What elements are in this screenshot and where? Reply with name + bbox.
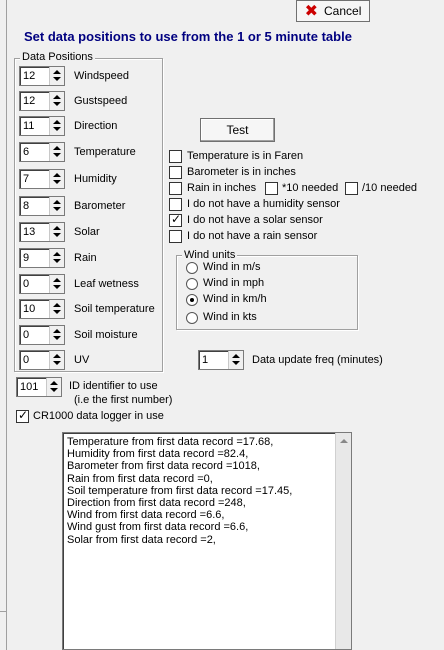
barometer-inches-checkbox[interactable] — [169, 166, 182, 179]
spin-value[interactable]: 7 — [23, 173, 30, 185]
spin-down-icon[interactable] — [53, 336, 61, 340]
memo-line: Soil temperature from first data record =17.45, — [67, 484, 293, 497]
spin-up-icon[interactable] — [53, 70, 61, 74]
div10-label[interactable]: /10 needed — [362, 182, 418, 194]
wind-kmh-label[interactable]: Wind in km/h — [203, 293, 267, 305]
rain-inches-checkbox[interactable] — [169, 182, 182, 195]
spin-arrows[interactable] — [49, 275, 64, 293]
label-gustspeed: Gustspeed — [74, 95, 128, 107]
spin-arrows[interactable] — [49, 351, 64, 369]
no-solar-label[interactable]: I do not have a solar sensor — [187, 214, 323, 226]
memo-line: Direction from first data record =248, — [67, 497, 246, 510]
barometer-inches-label[interactable]: Barometer is in inches — [187, 166, 296, 178]
spin-soil-moisture[interactable] — [19, 325, 65, 345]
cr1000-checkbox[interactable] — [16, 410, 29, 423]
spin-id-identifier[interactable] — [16, 377, 62, 397]
spin-solar[interactable] — [19, 222, 65, 242]
label-solar: Solar — [74, 226, 100, 238]
cancel-label: Cancel — [324, 4, 362, 18]
spin-value[interactable]: 10 — [23, 303, 36, 315]
wind-kts-radio[interactable] — [186, 312, 198, 324]
spin-arrows[interactable] — [49, 197, 64, 215]
label-id-identifier-hint: (i.e the first number) — [74, 394, 173, 406]
spin-down-icon[interactable] — [53, 207, 61, 211]
spin-arrows[interactable] — [49, 67, 64, 85]
spin-windspeed[interactable] — [19, 66, 65, 86]
temperature-faren-checkbox[interactable] — [169, 150, 182, 163]
spin-direction[interactable] — [19, 116, 65, 136]
spin-down-icon[interactable] — [53, 285, 61, 289]
wind-ms-radio[interactable] — [186, 262, 198, 274]
spin-arrows[interactable] — [49, 170, 64, 188]
memo-scrollbar[interactable] — [335, 433, 351, 649]
spin-value[interactable]: 12 — [23, 70, 36, 82]
label-windspeed: Windspeed — [74, 70, 130, 82]
update-freq-label: Data update freq (minutes) — [252, 354, 383, 366]
spin-up-icon[interactable] — [53, 95, 61, 99]
wind-mph-radio[interactable] — [186, 278, 198, 290]
label-humidity: Humidity — [74, 173, 117, 185]
record-memo[interactable] — [62, 432, 352, 650]
wind-mph-label[interactable]: Wind in mph — [203, 277, 265, 289]
spin-gustspeed[interactable] — [19, 91, 65, 111]
spin-update-freq[interactable] — [198, 350, 244, 370]
cancel-x-icon: ✖ — [304, 1, 319, 20]
memo-text — [67, 436, 292, 546]
cr1000-label[interactable]: CR1000 data logger in use — [33, 410, 164, 422]
spin-soil-temperature[interactable] — [19, 299, 65, 319]
spin-value[interactable]: 1 — [202, 354, 209, 366]
memo-line: Temperature from first data record =17.68, — [67, 436, 274, 448]
label-direction: Direction — [74, 120, 118, 132]
spin-up-icon[interactable] — [53, 173, 61, 177]
spin-arrows[interactable] — [49, 143, 64, 161]
times10-label[interactable]: *10 needed — [282, 182, 339, 194]
label-leaf-wetness: Leaf wetness — [74, 278, 139, 290]
spin-down-icon[interactable] — [50, 388, 58, 392]
no-humidity-checkbox[interactable] — [169, 198, 182, 211]
page-title: Set data positions to use from the 1 or 5 minute table — [24, 29, 352, 44]
spin-arrows[interactable] — [46, 378, 61, 396]
spin-value[interactable]: 0 — [23, 329, 30, 341]
spin-uv[interactable] — [19, 350, 65, 370]
spin-humidity[interactable] — [19, 169, 65, 189]
spin-down-icon[interactable] — [53, 233, 61, 237]
no-rain-checkbox[interactable] — [169, 230, 182, 243]
spin-arrows[interactable] — [49, 117, 64, 135]
label-id-identifier: ID identifier to use — [69, 380, 158, 392]
spin-down-icon[interactable] — [53, 361, 61, 365]
label-soil-temperature: Soil temperature — [74, 303, 155, 315]
spin-up-icon[interactable] — [53, 146, 61, 150]
wind-ms-label[interactable]: Wind in m/s — [203, 261, 261, 273]
spin-value[interactable]: 12 — [23, 95, 36, 107]
spin-leaf-wetness[interactable] — [19, 274, 65, 294]
memo-line: Wind from first data record =6.6, — [67, 509, 225, 522]
spin-up-icon[interactable] — [53, 329, 61, 333]
window-left-edge — [0, 0, 7, 650]
times10-checkbox[interactable] — [265, 182, 278, 195]
label-soil-moisture: Soil moisture — [74, 329, 138, 341]
spin-up-icon[interactable] — [232, 354, 240, 358]
spin-value[interactable]: 8 — [23, 200, 30, 212]
scroll-up-icon[interactable] — [340, 439, 348, 443]
wind-kmh-radio[interactable] — [186, 294, 198, 306]
spin-up-icon[interactable] — [50, 381, 58, 385]
spin-arrows[interactable] — [228, 351, 243, 369]
test-button[interactable]: Test — [200, 118, 275, 142]
no-solar-checkbox[interactable] — [169, 214, 182, 227]
wind-kts-label[interactable]: Wind in kts — [203, 311, 257, 323]
spin-down-icon[interactable] — [53, 180, 61, 184]
spin-up-icon[interactable] — [53, 354, 61, 358]
spin-value[interactable]: 11 — [23, 120, 35, 132]
data-positions-legend: Data Positions — [22, 51, 93, 63]
spin-down-icon[interactable] — [232, 361, 240, 365]
spin-up-icon[interactable] — [53, 278, 61, 282]
spin-up-icon[interactable] — [53, 226, 61, 230]
spin-value[interactable]: 6 — [23, 146, 30, 158]
no-humidity-label[interactable]: I do not have a humidity sensor — [187, 198, 340, 210]
spin-down-icon[interactable] — [53, 102, 61, 106]
spin-arrows[interactable] — [49, 326, 64, 344]
spin-down-icon[interactable] — [53, 310, 61, 314]
spin-down-icon[interactable] — [53, 77, 61, 81]
memo-line: Rain from first data record =0, — [67, 472, 213, 485]
spin-value[interactable]: 9 — [23, 252, 30, 264]
spin-barometer[interactable] — [19, 196, 65, 216]
spin-down-icon[interactable] — [53, 259, 61, 263]
spin-value[interactable]: 0 — [23, 278, 30, 290]
no-rain-label[interactable]: I do not have a rain sensor — [187, 230, 318, 242]
wind-units-legend: Wind units — [184, 249, 236, 261]
rain-inches-label[interactable]: Rain in inches — [187, 182, 257, 194]
spin-arrows[interactable] — [49, 300, 64, 318]
spin-up-icon[interactable] — [53, 200, 61, 204]
label-barometer: Barometer — [74, 200, 126, 212]
div10-checkbox[interactable] — [345, 182, 358, 195]
memo-line: Solar from first data record =2, — [67, 533, 216, 546]
spin-arrows[interactable] — [49, 92, 64, 110]
label-uv: UV — [74, 354, 90, 366]
spin-arrows[interactable] — [49, 223, 64, 241]
cancel-button[interactable] — [296, 0, 370, 22]
spin-value[interactable]: 101 — [20, 381, 39, 393]
spin-up-icon[interactable] — [53, 252, 61, 256]
spin-down-icon[interactable] — [53, 127, 61, 131]
memo-line: Barometer from first data record =1018, — [67, 460, 260, 473]
spin-value[interactable]: 0 — [23, 354, 30, 366]
spin-down-icon[interactable] — [53, 153, 61, 157]
memo-line: Wind gust from first data record =6.6, — [67, 521, 249, 534]
spin-arrows[interactable] — [49, 249, 64, 267]
spin-rain[interactable] — [19, 248, 65, 268]
spin-temperature[interactable] — [19, 142, 65, 162]
temperature-faren-label[interactable]: Temperature is in Faren — [187, 150, 304, 162]
memo-line: Humidity from first data record =82.4, — [67, 448, 249, 461]
label-rain: Rain — [74, 252, 97, 264]
spin-up-icon[interactable] — [53, 303, 61, 307]
spin-up-icon[interactable] — [53, 120, 61, 124]
spin-value[interactable]: 13 — [23, 226, 36, 238]
label-temperature: Temperature — [74, 146, 136, 158]
